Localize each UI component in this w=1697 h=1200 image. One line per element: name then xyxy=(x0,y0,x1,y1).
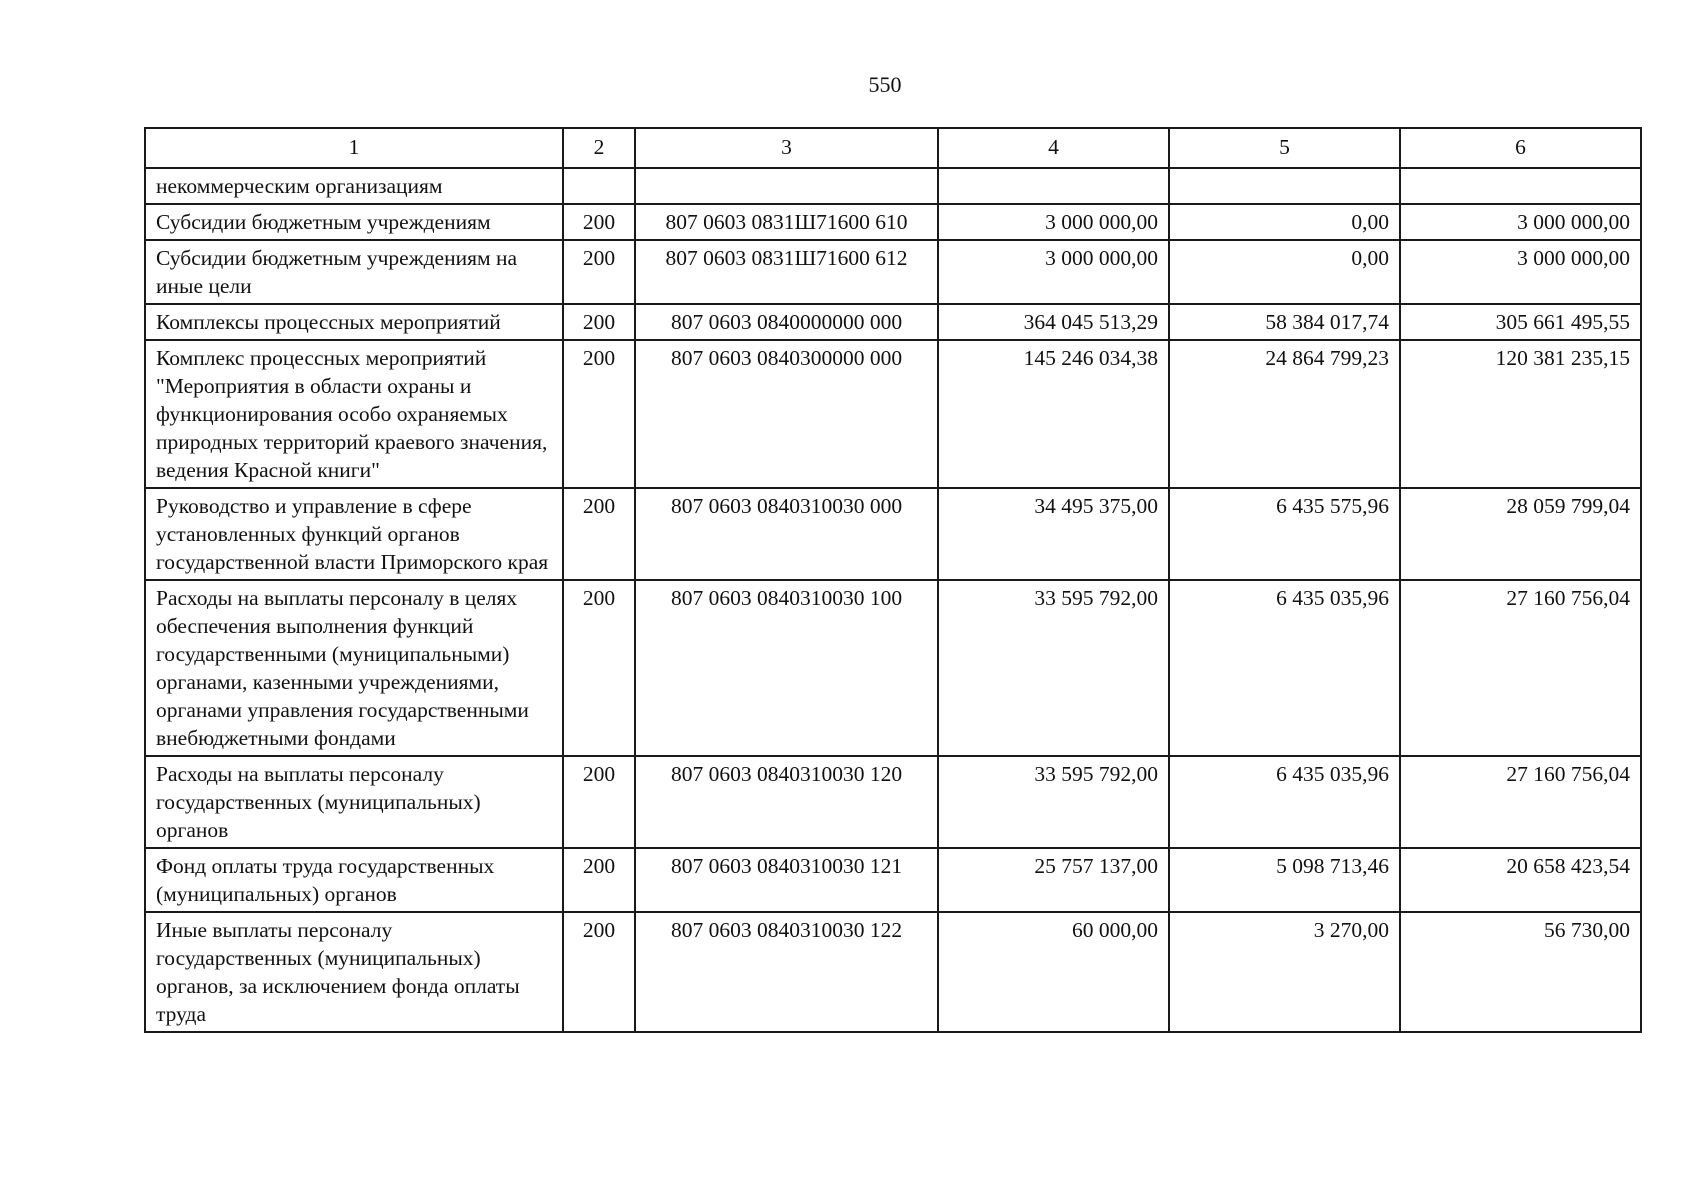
row-code-cell: 200 xyxy=(563,848,635,912)
row-value-col5-cell: 58 384 017,74 xyxy=(1169,304,1400,340)
row-value-col5-cell: 0,00 xyxy=(1169,204,1400,240)
row-kbk-cell: 807 0603 0840000000 000 xyxy=(635,304,938,340)
header-cell: 1 xyxy=(145,128,563,168)
row-value-col6-cell: 56 730,00 xyxy=(1400,912,1641,1032)
row-value-col4-cell: 33 595 792,00 xyxy=(938,756,1169,848)
row-value-col5-cell: 6 435 035,96 xyxy=(1169,580,1400,756)
table-row xyxy=(145,756,1641,848)
page-number: 550 xyxy=(868,72,902,97)
table-row xyxy=(145,168,1641,204)
row-value-col4-cell: 25 757 137,00 xyxy=(938,848,1169,912)
row-kbk-cell: 807 0603 0840310030 100 xyxy=(635,580,938,756)
row-name-cell: некоммерческим организациям xyxy=(145,168,563,204)
row-value-col6-cell: 305 661 495,55 xyxy=(1400,304,1641,340)
row-code-cell: 200 xyxy=(563,340,635,488)
row-value-col4-cell: 34 495 375,00 xyxy=(938,488,1169,580)
row-name-cell: Расходы на выплаты персоналу в целях обеспечения выполнения функций государственными (муниципальными) органами, казенными учреждениями, органами управления государственными внебюджетными фондами xyxy=(145,580,563,756)
header-cell: 4 xyxy=(938,128,1169,168)
row-kbk-cell: 807 0603 0840310030 121 xyxy=(635,848,938,912)
row-value-col6-cell: 120 381 235,15 xyxy=(1400,340,1641,488)
row-code-cell: 200 xyxy=(563,756,635,848)
row-value-col4-cell: 3 000 000,00 xyxy=(938,204,1169,240)
row-name-cell: Субсидии бюджетным учреждениям xyxy=(145,204,563,240)
row-value-col4-cell: 145 246 034,38 xyxy=(938,340,1169,488)
row-name-cell: Комплексы процессных мероприятий xyxy=(145,304,563,340)
row-value-col4-cell xyxy=(938,168,1169,204)
row-kbk-cell: 807 0603 0840310030 122 xyxy=(635,912,938,1032)
row-value-col6-cell: 20 658 423,54 xyxy=(1400,848,1641,912)
row-code-cell xyxy=(563,168,635,204)
table-row xyxy=(145,204,1641,240)
row-value-col5-cell: 6 435 035,96 xyxy=(1169,756,1400,848)
row-value-col6-cell: 27 160 756,04 xyxy=(1400,756,1641,848)
row-value-col6-cell: 27 160 756,04 xyxy=(1400,580,1641,756)
budget-table xyxy=(144,127,1642,1033)
table-row xyxy=(145,488,1641,580)
row-kbk-cell: 807 0603 0840310030 000 xyxy=(635,488,938,580)
row-value-col5-cell: 24 864 799,23 xyxy=(1169,340,1400,488)
row-value-col5-cell xyxy=(1169,168,1400,204)
table-row xyxy=(145,304,1641,340)
row-value-col5-cell: 5 098 713,46 xyxy=(1169,848,1400,912)
row-value-col6-cell: 3 000 000,00 xyxy=(1400,204,1641,240)
row-value-col5-cell: 6 435 575,96 xyxy=(1169,488,1400,580)
row-name-cell: Расходы на выплаты персоналу государственных (муниципальных) органов xyxy=(145,756,563,848)
row-value-col5-cell: 3 270,00 xyxy=(1169,912,1400,1032)
row-value-col6-cell: 3 000 000,00 xyxy=(1400,240,1641,304)
table-row xyxy=(145,340,1641,488)
row-code-cell: 200 xyxy=(563,240,635,304)
row-kbk-cell: 807 0603 0831Ш71600 610 xyxy=(635,204,938,240)
row-code-cell: 200 xyxy=(563,912,635,1032)
table-row xyxy=(145,580,1641,756)
row-value-col4-cell: 60 000,00 xyxy=(938,912,1169,1032)
header-cell: 3 xyxy=(635,128,938,168)
row-code-cell: 200 xyxy=(563,580,635,756)
row-code-cell: 200 xyxy=(563,488,635,580)
row-name-cell: Руководство и управление в сфере установленных функций органов государственной власти Приморского края xyxy=(145,488,563,580)
row-value-col5-cell: 0,00 xyxy=(1169,240,1400,304)
table-header-row xyxy=(145,128,1641,168)
row-kbk-cell: 807 0603 0840300000 000 xyxy=(635,340,938,488)
row-code-cell: 200 xyxy=(563,304,635,340)
row-name-cell: Иные выплаты персоналу государственных (муниципальных) органов, за исключением фонда оплаты труда xyxy=(145,912,563,1032)
row-value-col4-cell: 364 045 513,29 xyxy=(938,304,1169,340)
table-row xyxy=(145,240,1641,304)
table-row xyxy=(145,848,1641,912)
row-kbk-cell xyxy=(635,168,938,204)
header-cell: 5 xyxy=(1169,128,1400,168)
row-name-cell: Фонд оплаты труда государственных (муниципальных) органов xyxy=(145,848,563,912)
row-value-col4-cell: 33 595 792,00 xyxy=(938,580,1169,756)
row-kbk-cell: 807 0603 0840310030 120 xyxy=(635,756,938,848)
row-kbk-cell: 807 0603 0831Ш71600 612 xyxy=(635,240,938,304)
row-name-cell: Субсидии бюджетным учреждениям на иные цели xyxy=(145,240,563,304)
row-value-col6-cell: 28 059 799,04 xyxy=(1400,488,1641,580)
table-row xyxy=(145,912,1641,1032)
row-code-cell: 200 xyxy=(563,204,635,240)
header-cell: 2 xyxy=(563,128,635,168)
row-value-col6-cell xyxy=(1400,168,1641,204)
row-name-cell: Комплекс процессных мероприятий "Мероприятия в области охраны и функционирования особо охраняемых природных территорий краевого значения, ведения Красной книги" xyxy=(145,340,563,488)
row-value-col4-cell: 3 000 000,00 xyxy=(938,240,1169,304)
header-cell: 6 xyxy=(1400,128,1641,168)
